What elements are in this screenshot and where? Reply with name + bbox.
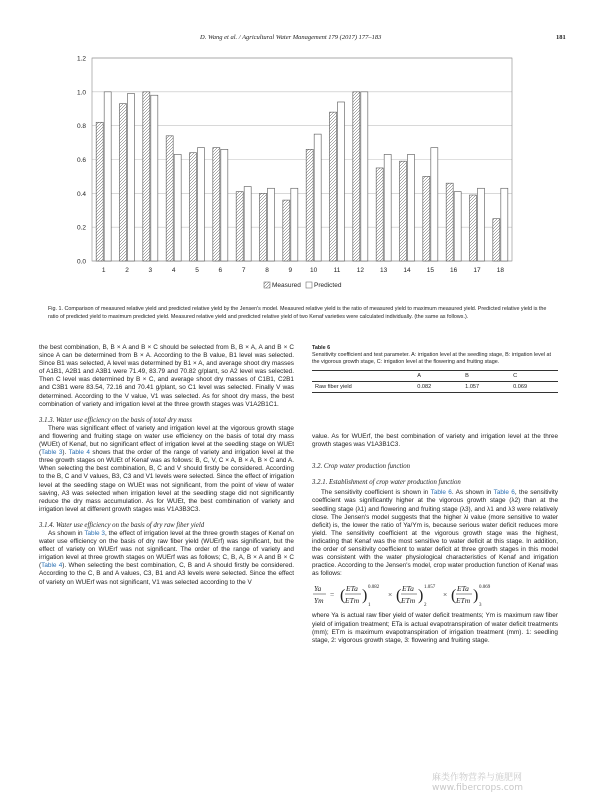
table-header-cell: A	[417, 373, 421, 380]
predicted-bar	[454, 192, 461, 261]
measured-bar	[143, 92, 150, 261]
predicted-bar	[501, 188, 508, 261]
table3-link[interactable]: Table 3	[41, 449, 63, 457]
predicted-bar	[478, 188, 485, 261]
measured-bar	[423, 176, 430, 261]
measured-bar	[166, 136, 173, 261]
predicted-bar	[361, 92, 368, 261]
y-tick-label: 0.8	[76, 123, 86, 131]
x-tick-label: 9	[288, 267, 293, 274]
eq-f2-den: ETm	[401, 596, 416, 606]
predicted-bar	[221, 149, 228, 261]
eq-s3: 3	[479, 603, 482, 609]
predicted-bar	[314, 134, 321, 261]
measured-bar	[353, 92, 360, 261]
relative-yield-bar-chart	[56, 48, 526, 298]
x-tick-label: 14	[403, 267, 411, 274]
measured-bar	[376, 168, 383, 261]
y-tick-label: 1.2	[76, 55, 86, 63]
measured-bar	[96, 122, 103, 261]
measured-bar	[190, 153, 197, 261]
eq-lhs-num: Ya	[314, 584, 322, 594]
measured-bar	[470, 195, 477, 261]
y-tick-label: 0.2	[76, 224, 86, 232]
measured-bar	[493, 219, 500, 261]
svg-text:(: (	[340, 587, 346, 605]
eq-lhs-den: Ym	[314, 596, 324, 606]
right-paragraph-2: The sensitivity coefficient is shown in Table 6. As shown in Table 6, the sensitivity coefficient was significantly higher at the vigorous growth stage (λ2) than at the seedling stage (λ1) and flowering and fruiting stage (λ3), and λ1 and λ3 were relatively close. The Jensen's model suggests that the higher λi value (more sensitive to water deficit) is, the lower the ratio of Ya/Ym is, because serious water deficit reduces more yield. The sensitivity coefficient at the vigorous growth stage was the highest, indicating that Kenaf was the most sensitive to water deficit at this stage. In addition, the order of sensitivity coefficient to water deficit at three growth stages in this model was consistent with the water physiological characteristics of Kenaf and irrigation practice. According to the Jensen's model, crop water production function of Kenaf was as follows:	[312, 489, 558, 578]
eq-f1-num: ETa	[346, 584, 358, 594]
predicted-bar	[128, 94, 135, 261]
table6-link[interactable]: Table 6	[430, 489, 452, 497]
svg-text:): )	[418, 587, 424, 605]
x-tick-label: 6	[218, 267, 223, 274]
figure-caption: Fig. 1. Comparison of measured relative yield and predicted relative yield by the Jensen's model. Measured relative yield is the ratio of measured yield to maximum measured yield. Predicted relative yield is the ratio of predicted yield to maximum predicted yield. Measured relative yield and predicted relative yield of two Kenaf varieties were calculated individually. (the same as follows.).	[48, 306, 547, 320]
eq-f1-den: ETm	[345, 596, 360, 606]
right-paragraph-1: value. As for WUErf, the best combination of variety and irrigation level at the three growth stages was V1A3B1C3.	[312, 433, 558, 449]
left-paragraph-3: As shown in Table 3, the effect of irrigation level at the three growth stages of Kenaf on water use efficiency on the basis of dry raw fiber yield (WUErf) was significant, but the effect of variety on WUErf was not significant. The order of the range of variety and irrigation level at three growth stages on WUErf was as follows; C, B, A, B × A and B × C (Table 4). When selecting the best combination, C, B and A should firstly be considered. According to the C, B and A values, C3, B1 and A3 levels were selected. Since the effect of variety on WUErf was not significant, V1 was selected according to the V	[39, 529, 294, 586]
measured-bar	[306, 149, 313, 261]
table-header-cell: B	[465, 373, 469, 380]
table4-link[interactable]: Table 4	[41, 562, 63, 570]
predicted-bar	[431, 148, 438, 261]
eq-e1: 0.082	[368, 585, 380, 591]
watermark: 麻类作物营养与施肥网 www.fibercrops.com	[432, 773, 523, 793]
table-title: Table 6	[312, 345, 331, 351]
x-tick-label: 17	[473, 267, 481, 274]
left-paragraph-1: the best combination, B, B × A and B × C should be selected from B, B × A, A and B × C since A can be determined from B × A. According to the B value, B1 level was selected. Since B1 was selected, A level was determined by B1 × A, and average shoot dry masses of A1B1, A2B1 and A3B1 were 71.49, 83.79 and 70.82 g/plant, so A2 level was selected. Then C level was determined by B × C, and average shoot dry masses of C1B1, C2B1 and C3B1 were 83.54, 72.16 and 70.41 g/plant, so C1 level was selected. Finally V was determined. According to the V value, V1 was selected. As for shoot dry mass, the best combination of variety and irrigation level at the three growth stages was V1A2B1C1.	[39, 344, 294, 408]
measured-bar	[120, 104, 127, 261]
svg-text:): )	[473, 587, 479, 605]
predicted-bar	[198, 148, 205, 261]
table4-link[interactable]: Table 4	[68, 449, 90, 457]
table-description: Sensitivity coefficient and test parameter. A: irrigation level at the seedling stage, B: irrigation level at the vigorous growth stage, C: irrigation level at the flowering and fruiting stage.	[312, 352, 552, 366]
section-3-2-heading: 3.2. Crop water production function	[312, 463, 411, 471]
table-header-cell: C	[513, 373, 518, 380]
table-cell: Raw fiber yield	[315, 384, 352, 391]
svg-text:(: (	[396, 587, 402, 605]
x-tick-label: 13	[380, 267, 388, 274]
eq-e2: 1.057	[424, 585, 436, 591]
predicted-bar	[384, 154, 391, 261]
y-tick-label: 0.4	[76, 190, 86, 198]
x-tick-label: 3	[148, 267, 153, 274]
eq-f3-num: ETa	[457, 584, 469, 594]
table6-link[interactable]: Table 6	[493, 489, 515, 497]
predicted-bar	[151, 95, 158, 261]
page-number: 181	[556, 34, 566, 41]
legend-measured-label: Measured	[272, 282, 301, 289]
predicted-bar	[268, 188, 275, 261]
journal-citation: D. Wang et al. / Agricultural Water Management 179 (2017) 177–183	[200, 34, 382, 41]
predicted-bar	[291, 188, 298, 261]
table-cell: 1.057	[465, 384, 480, 391]
table-cell: 0.069	[513, 384, 528, 391]
predicted-bar	[408, 154, 415, 261]
table-row	[312, 382, 558, 393]
predicted-bar	[244, 187, 251, 261]
eq-s2: 2	[424, 603, 427, 609]
measured-bar	[236, 192, 243, 261]
legend-measured-swatch	[264, 282, 270, 288]
eq-s1: 1	[368, 603, 371, 609]
measured-bar	[283, 200, 290, 261]
eq-e3: 0.069	[479, 585, 491, 591]
eq-f3-den: ETm	[456, 596, 471, 606]
svg-text:×: ×	[443, 590, 448, 600]
svg-text:=: =	[330, 590, 335, 600]
jensen-equation	[312, 580, 558, 610]
eq-f2-num: ETa	[402, 584, 414, 594]
x-tick-label: 5	[195, 267, 199, 274]
x-tick-label: 16	[450, 267, 458, 274]
measured-bar	[213, 148, 220, 261]
section-3-2-1-heading: 3.2.1. Establishment of crop water production function	[312, 479, 461, 487]
y-tick-label: 0.6	[76, 157, 86, 164]
right-paragraph-3: where Ya is actual raw fiber yield of water deficit treatments; Ym is maximum raw fiber yield of irrigation treatment; ETa is actual evapotranspiration of water deficit treatments (mm); ETm is maximum evapotranspiration of irrigation treatment (mm). 1: seedling stage, 2: vigorous growth stage, 3: flowering and fruiting stage.	[312, 612, 558, 644]
table-cell: 0.082	[417, 384, 432, 391]
legend-predicted-swatch	[306, 282, 312, 288]
table-6	[312, 345, 558, 393]
section-3-1-4-heading: 3.1.4. Water use efficiency on the basis of dry raw fiber yield	[39, 521, 205, 529]
svg-text:×: ×	[388, 590, 393, 600]
right-column	[312, 433, 558, 645]
measured-bar	[400, 161, 407, 261]
section-3-1-3-heading: 3.1.3. Water use efficiency on the basis of total dry mass	[39, 416, 192, 424]
legend-predicted-label: Predicted	[314, 282, 342, 289]
table-header-cell	[312, 371, 414, 382]
x-tick-label: 7	[241, 267, 246, 274]
predicted-bar	[174, 154, 181, 261]
predicted-bar	[338, 102, 345, 261]
y-tick-label: 1.0	[76, 89, 86, 97]
x-tick-label: 1	[101, 267, 106, 274]
x-tick-label: 18	[496, 267, 504, 274]
x-tick-label: 15	[426, 267, 434, 274]
x-tick-label: 4	[171, 267, 176, 274]
x-tick-label: 12	[356, 267, 364, 274]
table3-link[interactable]: Table 3	[84, 529, 105, 537]
y-tick-label: 0.0	[76, 258, 86, 266]
measured-bar	[446, 183, 453, 261]
x-tick-label: 10	[310, 267, 318, 274]
x-tick-label: 8	[265, 267, 269, 274]
svg-text:(: (	[451, 587, 457, 605]
measured-bar	[330, 112, 337, 261]
predicted-bar	[104, 92, 111, 261]
x-tick-label: 2	[125, 267, 129, 274]
left-paragraph-2: There was significant effect of variety and irrigation level at the vigorous growth stage and flowering and fruiting stage on water use efficiency on the basis of total dry mass (WUEt) of Kenaf, but no significant effect of irrigation level at the seedling stage on WUEt (Table 3). Table 4 shows that the order of the range of variety and irrigation level at the three growth stages on WUEt of Kenaf was as follows: B, C, V, C × A, B × A, B × C and A. When selecting the best combination, B, C and V should firstly be considered. According to the B, C and V values, B3, C3 and V1 levels were selected. Since the effect of irrigation level at the seedling stage on WUEt was not significant, from the point of view of water saving, A3 was selected when irrigation level at the seedling stage did not significantly reduce the dry mass accumulation. As for WUEt, the best combination of variety and irrigation level at different growth stages was V1A3B3C3.	[39, 424, 294, 513]
svg-text:): )	[362, 587, 368, 605]
left-column	[39, 344, 294, 587]
sensitivity-table	[312, 370, 558, 393]
measured-bar	[260, 193, 267, 261]
x-tick-label: 11	[333, 267, 341, 274]
